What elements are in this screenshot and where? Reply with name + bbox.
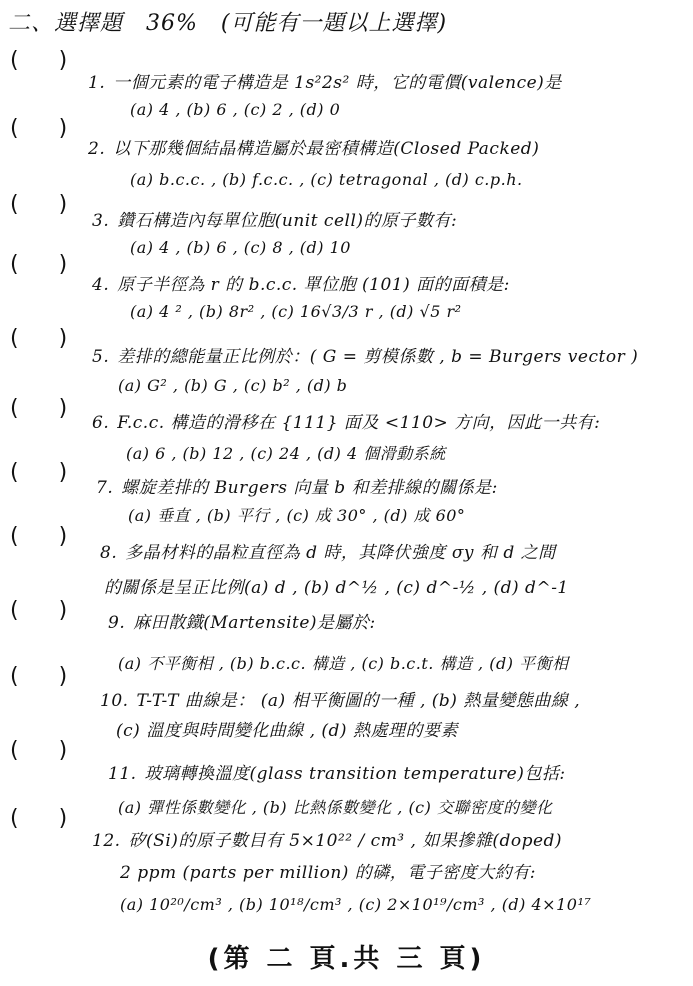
question-stem <box>96 473 498 498</box>
question-text: F.c.c. 構造的滑移在 {111} 面及 <110> 方向，因此一共有: <box>117 413 601 433</box>
answer-blank[interactable]: ( ) <box>10 738 68 763</box>
answer-options: (a) b.c.c. , (b) f.c.c. , (c) tetragonal , (d) c.p.h. <box>130 170 523 189</box>
answer-blank[interactable]: ( ) <box>10 664 68 689</box>
question-number: 8. <box>100 543 118 563</box>
question-number: 5. <box>92 347 110 367</box>
question-stem-continued: 的關係是呈正比例(a) d , (b) d^½ , (c) d^-½ , (d) d^-1 <box>104 578 569 598</box>
question-text: 以下那幾個結晶構造屬於最密積構造(Closed Packed) <box>113 139 540 159</box>
answer-blank[interactable]: ( ) <box>10 116 68 141</box>
question-stem <box>100 538 556 563</box>
question-text: T-T-T 曲線是： (a) 相平衡圖的一種 , (b) 熱量變態曲線 , <box>136 691 581 711</box>
question-stem <box>108 759 566 784</box>
section-header: 二、選擇題 36% (可能有一題以上選擇) <box>8 11 448 36</box>
question-stem <box>108 608 376 633</box>
question-number: 6. <box>92 413 110 433</box>
question-number: 1. <box>88 73 106 93</box>
question-stem <box>88 134 539 159</box>
answer-blank[interactable]: ( ) <box>10 524 68 549</box>
answer-options: (a) 4 , (b) 6 , (c) 8 , (d) 10 <box>130 238 351 257</box>
question-text: 麻田散鐵(Martensite)是屬於: <box>133 613 376 633</box>
question-stem-continued: (c) 溫度與時間變化曲線 , (d) 熱處理的要素 <box>116 721 458 741</box>
question-number: 12. <box>92 831 121 851</box>
page-footer: (第 二 頁.共 三 頁) <box>207 944 486 974</box>
question-number: 9. <box>108 613 126 633</box>
question-stem <box>92 826 562 851</box>
answer-options: (a) G² , (b) G , (c) b² , (d) b <box>118 376 348 395</box>
question-text: 一個元素的電子構造是 1s²2s² 時，它的電價(valence)是 <box>113 73 562 93</box>
question-stem <box>100 686 580 711</box>
answer-options: (a) 10²⁰/cm³ , (b) 10¹⁸/cm³ , (c) 2×10¹⁹/cm³ , (d) 4×10¹⁷ <box>120 895 592 914</box>
question-stem <box>92 270 510 295</box>
answer-options: (a) 不平衡相 , (b) b.c.c. 構造 , (c) b.c.t. 構造 , (d) 平衡相 <box>118 654 569 673</box>
question-number: 7. <box>96 478 114 498</box>
question-stem <box>88 68 562 93</box>
question-text: 多晶材料的晶粒直徑為 d 時，其降伏強度 σy 和 d 之間 <box>125 543 556 563</box>
question-text: 矽(Si)的原子數目有 5×10²² / cm³ , 如果摻雜(doped) <box>128 831 563 851</box>
answer-options: (a) 4 ² , (b) 8r² , (c) 16√3/3 r , (d) √5 r² <box>130 302 462 321</box>
question-number: 10. <box>100 691 129 711</box>
answer-blank[interactable]: ( ) <box>10 48 68 73</box>
answer-options: (a) 彈性係數變化 , (b) 比熱係數變化 , (c) 交聯密度的變化 <box>118 798 553 817</box>
question-text: 玻璃轉換溫度(glass transition temperature)包括: <box>144 764 566 784</box>
answer-blank[interactable]: ( ) <box>10 252 68 277</box>
answer-blank[interactable]: ( ) <box>10 396 68 421</box>
question-stem <box>92 408 600 433</box>
question-number: 2. <box>88 139 106 159</box>
question-stem-continued: 2 ppm (parts per million) 的磷，電子密度大約有: <box>120 863 537 883</box>
question-number: 3. <box>92 211 110 231</box>
answer-blank[interactable]: ( ) <box>10 806 68 831</box>
answer-options: (a) 6 , (b) 12 , (c) 24 , (d) 4 個滑動系統 <box>126 444 446 463</box>
question-text: 原子半徑為 r 的 b.c.c. 單位胞 (101) 面的面積是: <box>117 275 510 295</box>
answer-blank[interactable]: ( ) <box>10 326 68 351</box>
question-text: 螺旋差排的 Burgers 向量 b 和差排線的關係是: <box>121 478 498 498</box>
question-stem <box>92 206 457 231</box>
answer-options: (a) 4 , (b) 6 , (c) 2 , (d) 0 <box>130 100 341 119</box>
answer-blank[interactable]: ( ) <box>10 460 68 485</box>
question-text: 差排的總能量正比例於：( G = 剪模係數 , b = Burgers vector ) <box>117 347 639 367</box>
answer-blank[interactable]: ( ) <box>10 192 68 217</box>
question-number: 4. <box>92 275 110 295</box>
question-number: 11. <box>108 764 137 784</box>
answer-blank[interactable]: ( ) <box>10 598 68 623</box>
question-stem <box>92 342 638 367</box>
answer-options: (a) 垂直 , (b) 平行 , (c) 成 30° , (d) 成 60° <box>128 506 466 525</box>
question-text: 鑽石構造內每單位胞(unit cell)的原子數有: <box>117 211 458 231</box>
